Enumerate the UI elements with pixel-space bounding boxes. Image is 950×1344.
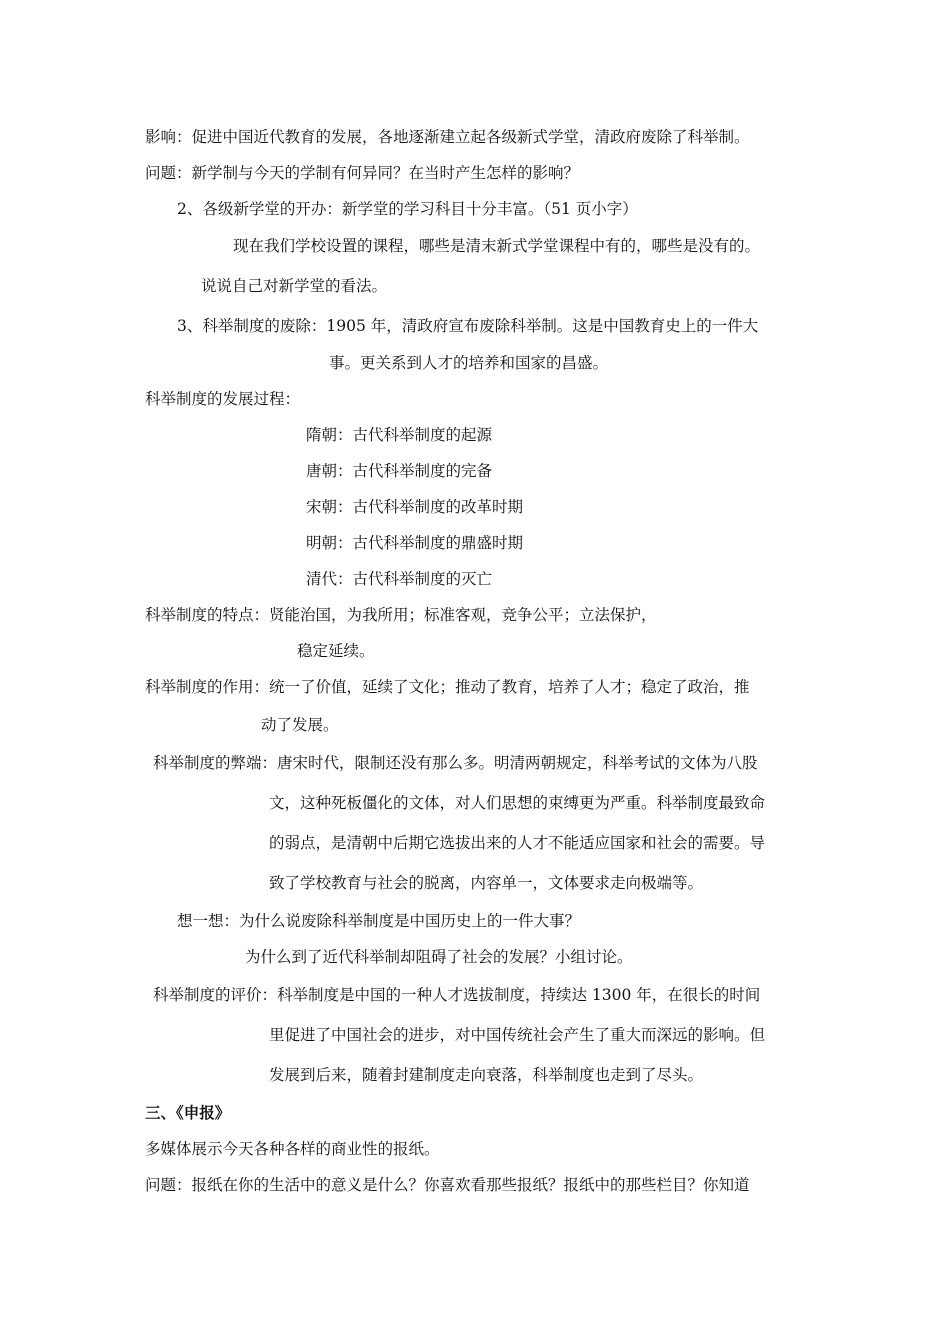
text-line: 说说自己对新学堂的看法。: [201, 277, 388, 295]
section-title: 三、《申报》: [145, 1103, 231, 1122]
text-line: 文，这种死板僵化的文体，对人们思想的束缚更为严重。科举制度最致命: [269, 794, 766, 812]
text-line: 致了学校教育与社会的脱离，内容单一，文体要求走向极端等。: [269, 874, 704, 892]
list-item: 宋朝：古代科举制度的改革时期: [306, 498, 524, 516]
text-line: 科举制度的特点：贤能治国，为我所用；标准客观，竞争公平；立法保护，: [145, 606, 657, 624]
text-line: 3、科举制度的废除：1905 年，清政府宣布废除科举制。这是中国教育史上的一件大: [177, 317, 759, 335]
text-line: 影响：促进中国近代教育的发展，各地逐渐建立起各级新式学堂，清政府废除了科举制。: [145, 128, 750, 146]
list-item: 清代：古代科举制度的灭亡: [306, 570, 493, 588]
text-line: 稳定延续。: [297, 642, 375, 660]
list-item: 唐朝：古代科举制度的完备: [306, 462, 493, 480]
text-line: 2、各级新学堂的开办：新学堂的学习科目十分丰富。（51 页小字）: [177, 200, 638, 218]
list-item: 明朝：古代科举制度的鼎盛时期: [306, 534, 524, 552]
section-heading: 科举制度的发展过程：: [145, 390, 301, 408]
list-item: 隋朝：古代科举制度的起源: [306, 426, 493, 444]
text-line: 事。更关系到人才的培养和国家的昌盛。: [329, 354, 609, 372]
text-line: 为什么到了近代科举制却阻碍了社会的发展？小组讨论。: [245, 948, 633, 966]
text-line: 问题：报纸在你的生活中的意义是什么？你喜欢看那些报纸？报纸中的那些栏目？你知道: [145, 1176, 750, 1194]
text-line: 的弱点，是清朝中后期它选拔出来的人才不能适应国家和社会的需要。导: [269, 834, 766, 852]
text-line: 里促进了中国社会的进步，对中国传统社会产生了重大而深远的影响。但: [269, 1026, 766, 1044]
text-line: 问题：新学制与今天的学制有何异同？在当时产生怎样的影响？: [145, 164, 580, 182]
text-line: 科举制度的评价：科举制度是中国的一种人才选拔制度，持续达 1300 年，在很长的时间: [153, 986, 761, 1004]
text-line: 想一想：为什么说废除科举制度是中国历史上的一件大事？: [177, 912, 581, 930]
text-line: 发展到后来，随着封建制度走向衰落，科举制度也走到了尽头。: [269, 1066, 704, 1084]
text-line: 现在我们学校设置的课程，哪些是清末新式学堂课程中有的，哪些是没有的。: [233, 237, 761, 255]
text-line: 科举制度的作用：统一了价值，延续了文化；推动了教育，培养了人才；稳定了政治，推: [145, 678, 750, 696]
text-line: 科举制度的弊端：唐宋时代，限制还没有那么多。明清两朝规定，科举考试的文体为八股: [153, 754, 758, 772]
text-line: 多媒体展示今天各种各样的商业性的报纸。: [145, 1140, 440, 1158]
text-line: 动了发展。: [261, 716, 339, 734]
